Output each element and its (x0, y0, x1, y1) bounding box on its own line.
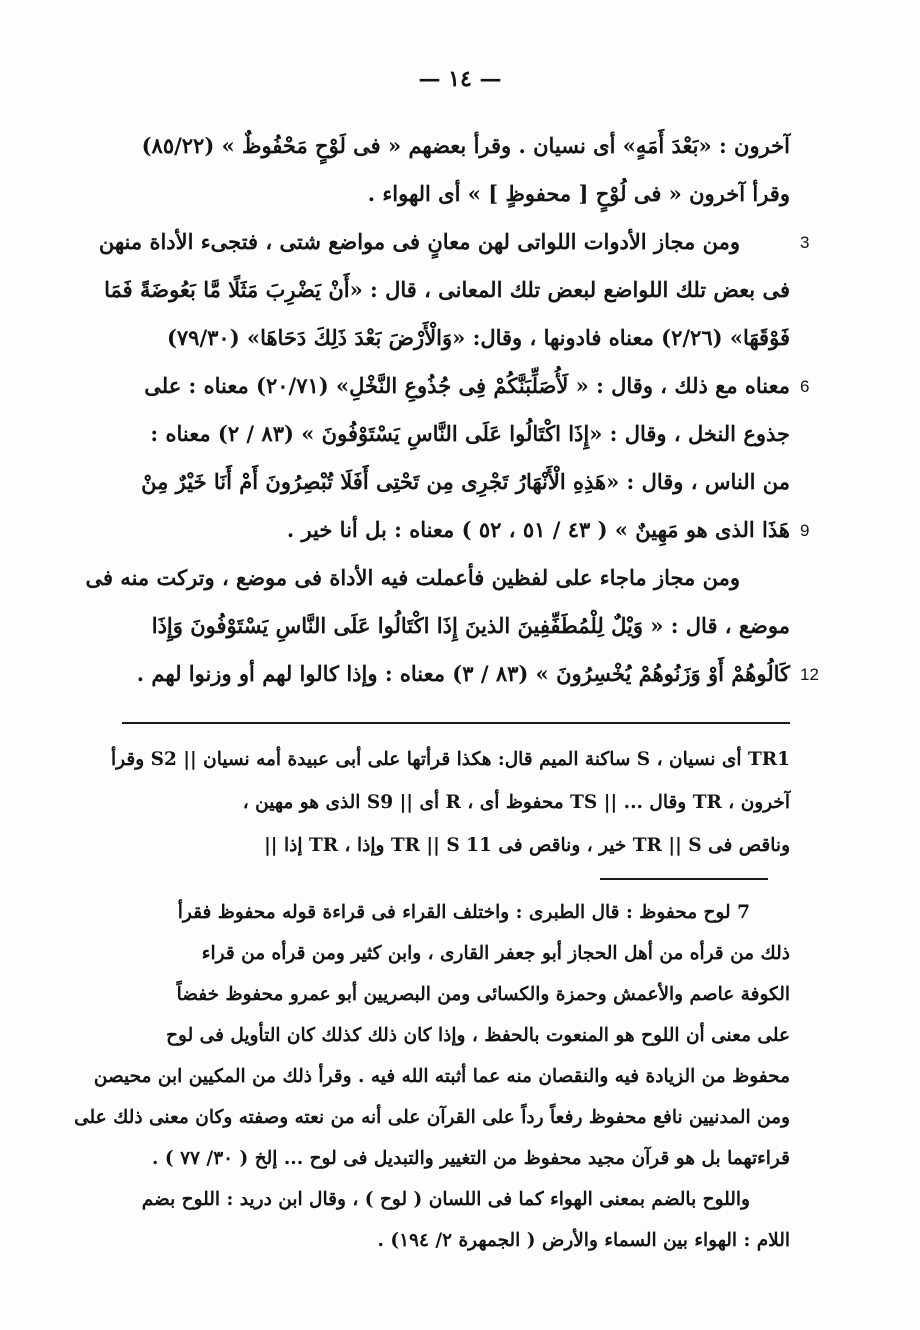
main-text-line-text: فَوْقَهَا» (٢/٢٦) معناه فادونها ، وقال: «وَالْأَرْضَ بَعْدَ ذَلِكَ دَحَاهَا» (٧٩/٣٠) (166, 325, 790, 350)
main-text-line (104, 266, 790, 314)
line-number: 6 (800, 377, 810, 396)
footnote-line: اللام : الهواء بين السماء والأرض ( الجمهرة ٢/ ١٩٤) . (377, 1230, 790, 1251)
apparatus-line: آخرون ، TR وقال ... || TS محفوظ أى ، R أى || S9 الذى هو مهين ، (242, 792, 790, 813)
main-text-line-text: فى بعض تلك اللواضع لبعض تلك المعانى ، قال : «أَنْ يَضْرِبَ مَثَلًا مَّا بَعُوضَةً فَمَا (104, 277, 790, 302)
main-text-line-text: وقرأ آخرون « فى لُوْحٍ [ محفوظٍ ] » أى الهواء . (367, 181, 790, 206)
main-text-line (122, 362, 790, 410)
main-text-line (122, 122, 790, 170)
main-text-line (122, 650, 790, 698)
main-text-line-text: كَالُوهُمْ أَوْ وَزَنُوهُمْ يُخْسِرُونَ » (٨٣ / ٣) معناه : وإذا كالوا لهم أو وزنوا لهم . (136, 661, 790, 686)
main-text-line (98, 218, 790, 266)
footnote-line: 7 لوح محفوظ : قال الطبرى : واختلف القراء فى قراءة قوله محفوظ فقرأ (177, 902, 750, 923)
main-text-line-text: آخرون : «بَعْدَ أَمَهٍ» أى نسيان . وقرأ بعضهم « فى لَوْحٍ مَحْفُوظٌ » (٨٥/٢٢) (141, 133, 790, 158)
apparatus-line: TR1 أى نسيان ، S ساكنة الميم قال: هكذا قرأتها على أبى عبيدة أمه نسيان || S2 وقرأ (111, 749, 790, 770)
footnote-line: واللوح بالضم بمعنى الهواء كما فى اللسان ( لوح ) ، وقال ابن دريد : اللوح بضم (141, 1189, 750, 1210)
footnote-line: قراءتهما بل هو قرآن مجيد محفوظ من التغيير والتبديل فى لوح ... إلخ ( ٣٠/ ٧٧ ) . (152, 1148, 790, 1169)
main-text-line (85, 554, 790, 602)
main-text-line (122, 602, 790, 650)
main-text-line-text: من الناس ، وقال : «هَذِهِ الْأَنْهَارُ تَجْرِى مِن تَحْتِى أَفَلَا تُبْصِرُونَ أَمْ أَنَا خَيْرٌ مِنْ (141, 469, 790, 494)
main-text-line (122, 506, 790, 554)
notes-separator-rule (600, 878, 768, 880)
footnote-line: محفوظ من الزيادة فيه والنقصان منه عما أثبته الله فيه . وقرأ ذلك من المكيين ابن محيصن (93, 1066, 790, 1087)
footnote-line: على معنى أن اللوح هو المنعوت بالحفظ ، وإذا كان ذلك كذلك كان التأويل فى لوح (166, 1025, 790, 1046)
critical-apparatus (111, 738, 790, 867)
main-text-line-text: ومن مجاز ماجاء على لفظين فأعملت فيه الأداة فى موضع ، وتركت منه فى (85, 565, 740, 590)
main-text-line-text: ومن مجاز الأدوات اللواتى لهن معانٍ فى مواضع شتى ، فتجىء الأداة منهن (98, 229, 740, 254)
line-number: 9 (800, 521, 810, 540)
footnote-line: ذلك من قرأه من أهل الحجاز أبو جعفر القارى ، وابن كثير ومن قرأه من قراء (201, 943, 790, 964)
main-text-line-text: معناه مع ذلك ، وقال : « لَأُصَلِّبَنَّكُمْ فِى جُذُوعِ النَّخْلِ» (٢٠/٧١) معناه : على (144, 373, 790, 398)
main-text-line (122, 170, 790, 218)
apparatus-top-rule (122, 722, 790, 724)
page-number: — ١٤ — (418, 66, 502, 92)
footnote-line: الكوفة عاصم والأعمش وحمزة والكسائى ومن البصريين أبو عمرو محفوظ خفضاً (176, 984, 790, 1005)
main-text-line-text: هَذَا الذى هو مَهِينٌ » ( ٤٣ / ٥١ ، ٥٢ ) معناه : بل أنا خير . (286, 517, 790, 542)
apparatus-line: وناقص فى TR || S خير ، وناقص فى TR || S 11 وإذا ، TR إذا || (264, 835, 790, 856)
main-text-line-text: جذوع النخل ، وقال : «إِذَا اكْتَالُوا عَلَى النَّاسِ يَسْتَوْفُونَ » (٨٣ / ٢) معناه : (150, 421, 790, 446)
main-text (85, 122, 790, 698)
main-text-line (122, 314, 790, 362)
main-text-line-text: موضع ، قال : « وَيْلٌ لِلْمُطَفِّفِينَ الذينَ إِذَا اكْتَالُوا عَلَى النَّاسِ يَسْتَوْفُونَ وَإِذَا (151, 613, 790, 638)
line-number: 12 (800, 665, 819, 684)
main-text-line (122, 458, 790, 506)
line-number: 3 (800, 233, 810, 252)
footnote-line: ومن المدنيين نافع محفوظ رفعاً رداً على القرآن على أنه من نعته وصفته وكان معنى ذلك على (74, 1107, 790, 1128)
main-text-line (122, 410, 790, 458)
footnotes (74, 892, 790, 1261)
